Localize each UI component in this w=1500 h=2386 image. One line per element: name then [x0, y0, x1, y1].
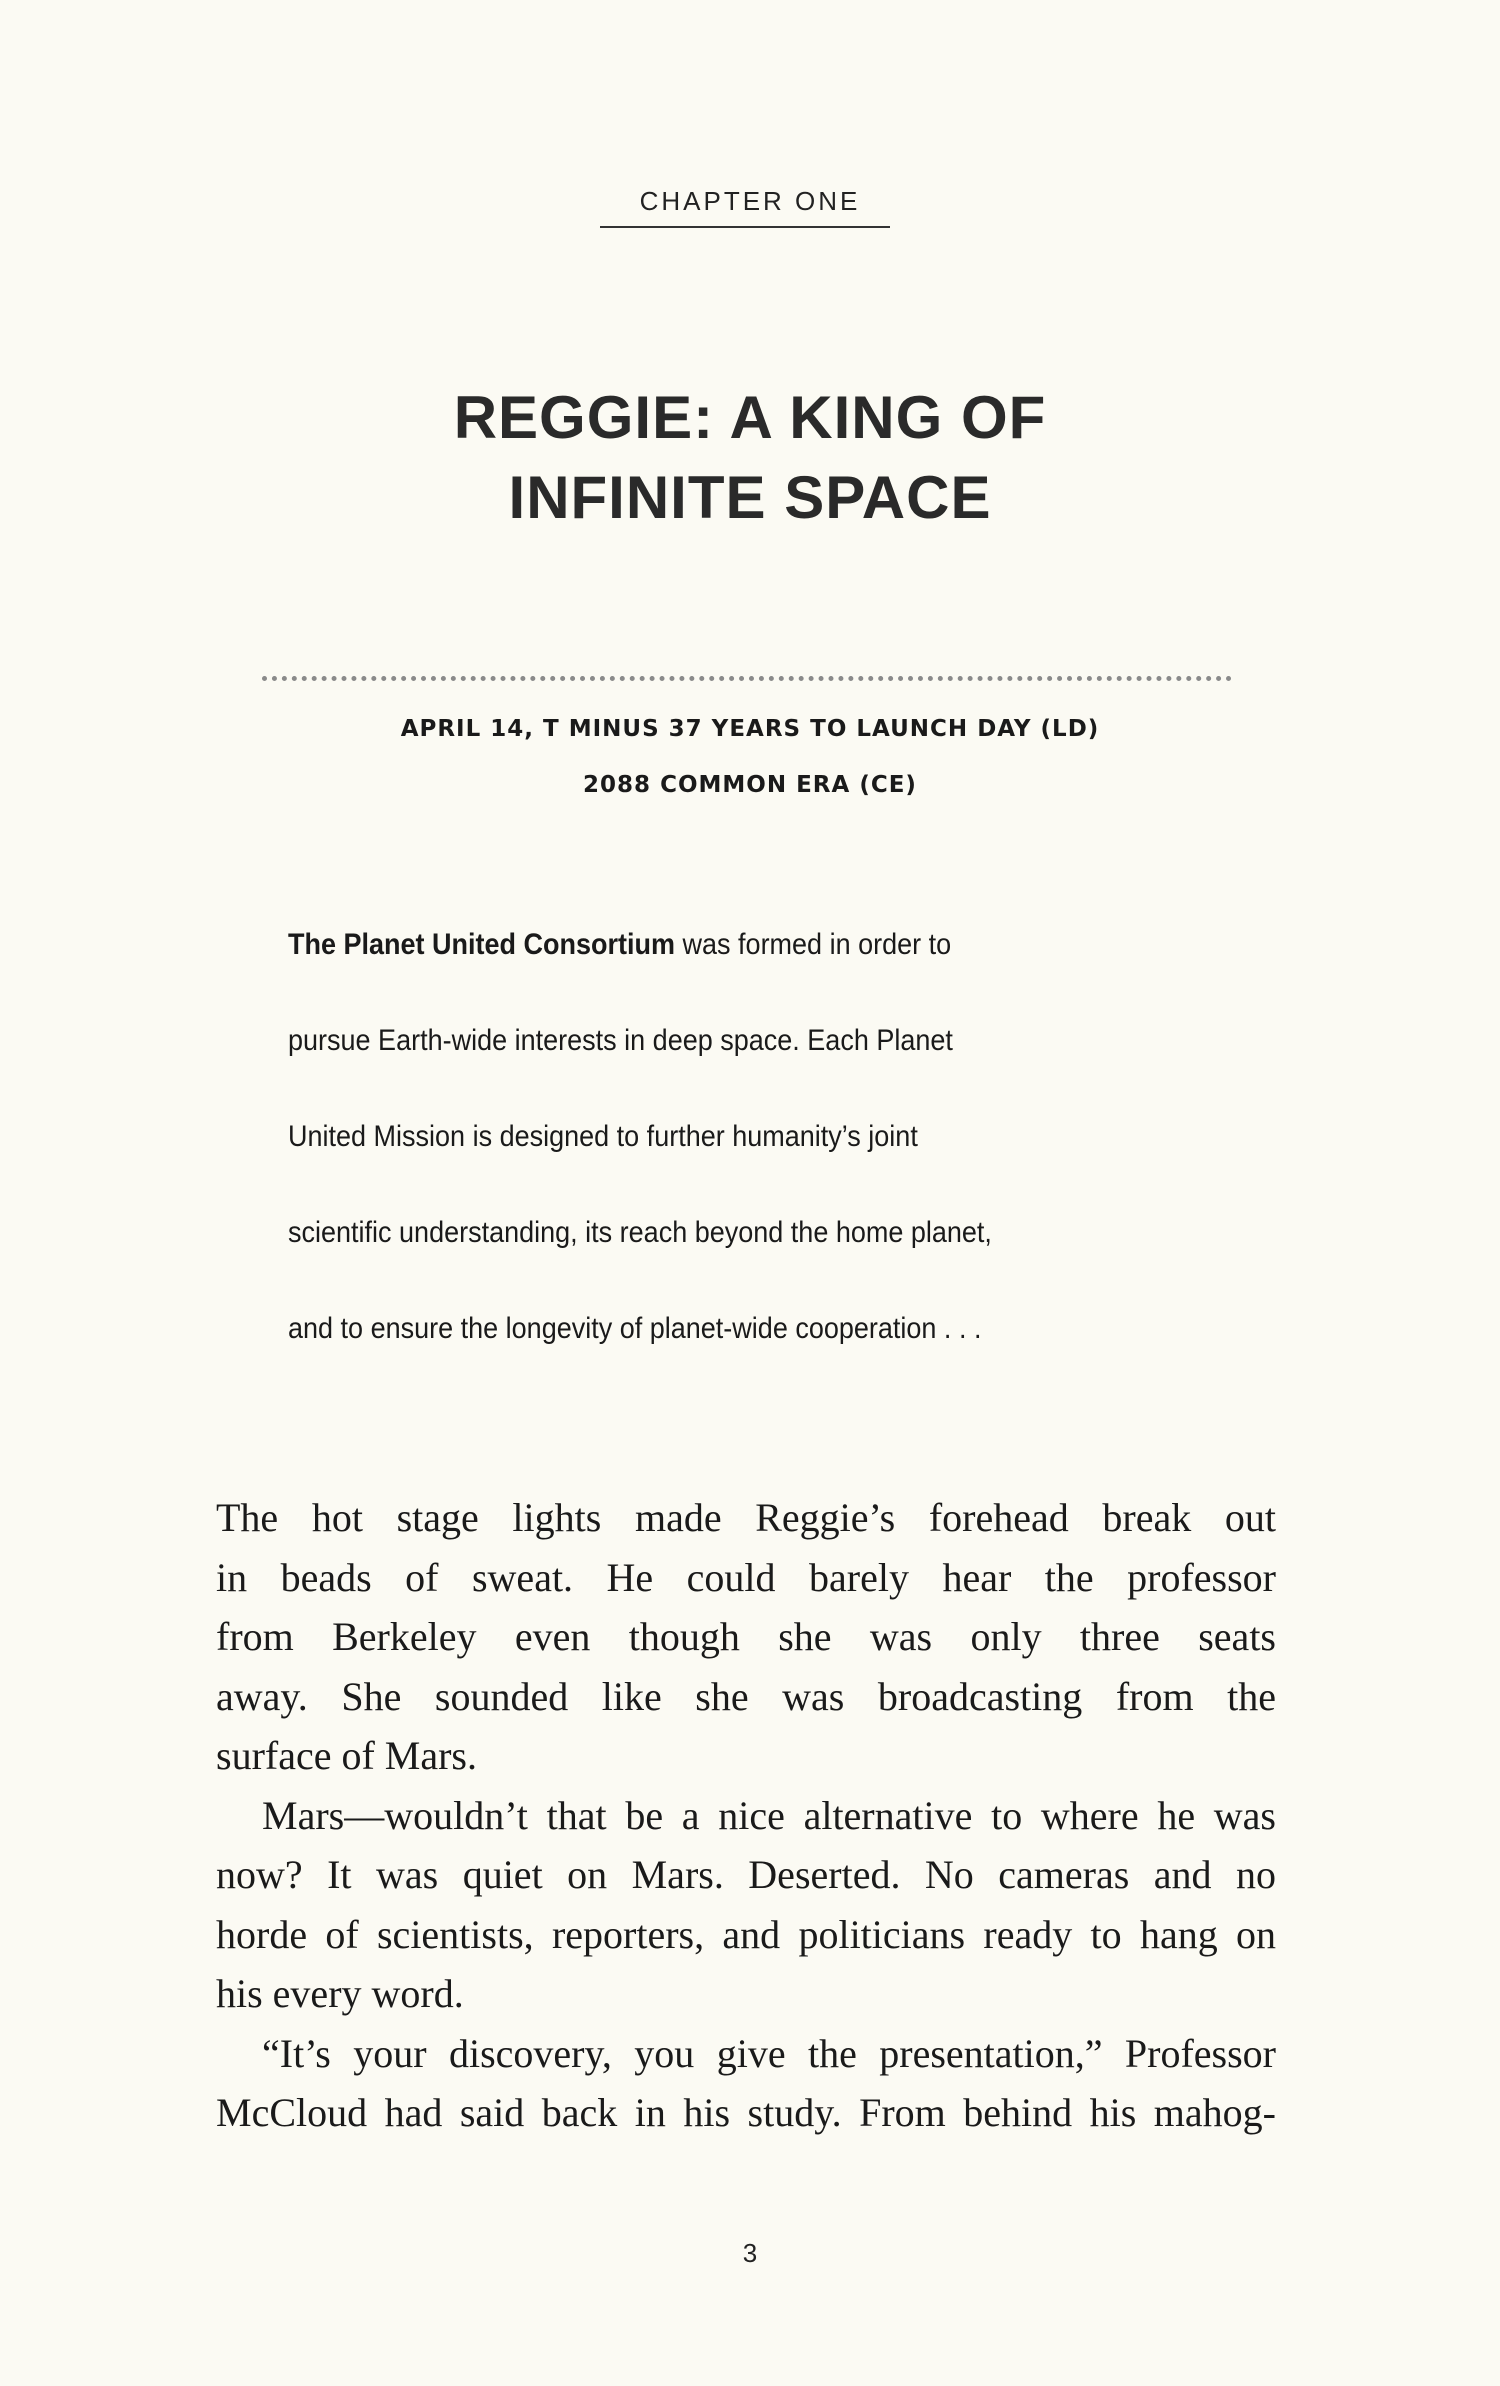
- chapter-title-line-2: INFINITE SPACE: [508, 464, 992, 531]
- chapter-title-line-1: REGGIE: A KING OF: [453, 384, 1047, 451]
- body-line: horde of scientists, reporters, and politicians ready to hang on: [216, 1911, 1276, 1957]
- dateline-line-2: 2088 COMMON ERA (CE): [583, 772, 917, 798]
- dateline-line-1: APRIL 14, T MINUS 37 YEARS TO LAUNCH DAY (LD): [400, 716, 1100, 742]
- body-line: in beads of sweat. He could barely hear the professor: [216, 1554, 1276, 1600]
- body-line: from Berkeley even though she was only three seats: [216, 1614, 1276, 1659]
- chapter-label: CHAPTER ONE: [639, 186, 861, 216]
- epigraph-line: pursue Earth-wide interests in deep space. Each Planet: [288, 1024, 953, 1057]
- chapter-label-underline: [600, 226, 890, 228]
- body-line: McCloud had said back in his study. From behind his mahog-: [216, 2090, 1276, 2135]
- body-line: now? It was quiet on Mars. Deserted. No cameras and no: [216, 1852, 1276, 1897]
- body-text: [216, 1488, 1276, 2143]
- epigraph-line-text: was formed in order to: [675, 928, 952, 961]
- epigraph: [288, 925, 1116, 1405]
- epigraph-line: and to ensure the longevity of planet-wide cooperation . . .: [288, 1312, 982, 1345]
- body-line: “It’s your discovery, you give the presentation,” Professor: [262, 2030, 1276, 2076]
- epigraph-line: scientific understanding, its reach beyond the home planet,: [288, 1216, 992, 1249]
- page-number: 3: [742, 2238, 758, 2268]
- epigraph-bold-lead: The Planet United Consortium: [288, 928, 676, 961]
- epigraph-line: United Mission is designed to further humanity’s joint: [288, 1120, 918, 1153]
- body-line: The hot stage lights made Reggie’s forehead break out: [216, 1495, 1276, 1540]
- body-line: his every word.: [216, 1971, 464, 2016]
- dotted-divider: [262, 676, 1232, 681]
- epigraph-line: [288, 925, 1116, 1021]
- body-line: surface of Mars.: [216, 1733, 477, 1778]
- body-line: away. She sounded like she was broadcasting from the: [216, 1673, 1276, 1719]
- chapter-title: [0, 378, 1500, 538]
- body-line: Mars—wouldn’t that be a nice alternative to where he was: [262, 1792, 1276, 1838]
